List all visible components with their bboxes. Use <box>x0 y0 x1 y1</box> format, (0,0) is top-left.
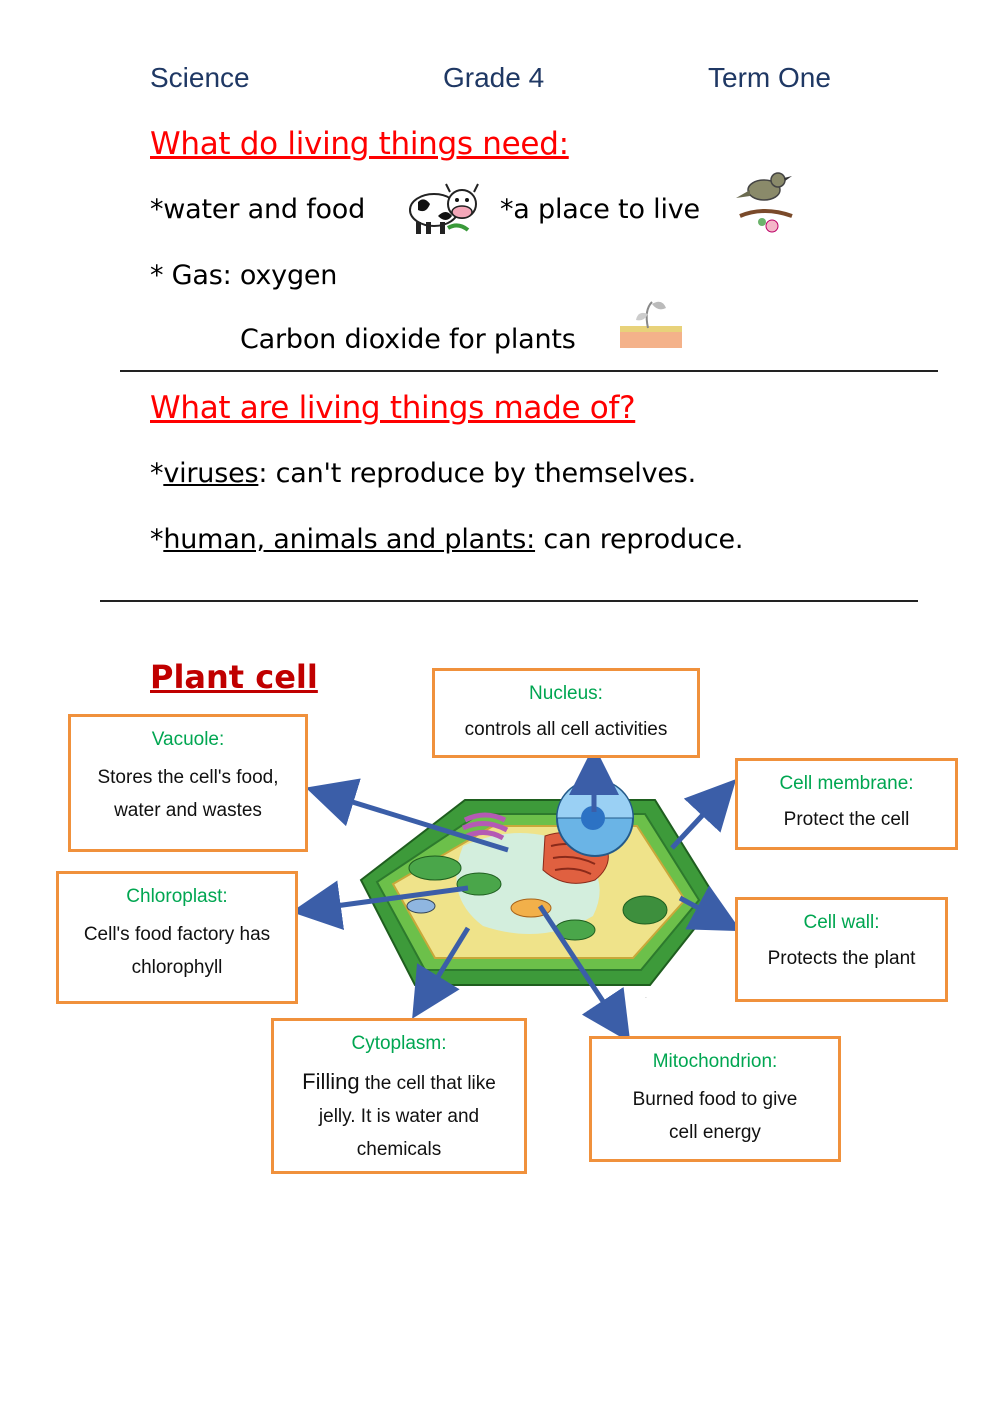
cell-membrane-box <box>735 758 958 850</box>
cell-membrane-desc: Protect the cell <box>783 809 910 830</box>
hap-term: human, animals and plants: <box>163 524 536 555</box>
gas-oxygen: * Gas: oxygen <box>150 260 338 291</box>
cell-wall-box <box>735 897 948 1002</box>
need-place-to-live: *a place to live <box>500 194 700 225</box>
carbon-dioxide: Carbon dioxide for plants <box>240 324 576 355</box>
chloroplast-title: Chloroplast: <box>126 886 228 907</box>
chloroplast-desc <box>59 918 295 984</box>
mitochondrion-desc-1: Burned food to give <box>632 1089 798 1110</box>
need-water-food: *water and food <box>150 194 366 225</box>
vacuole-desc-1: Stores the cell's food, <box>97 767 279 788</box>
cytoplasm-desc <box>274 1065 524 1166</box>
mitochondrion-title: Mitochondrion: <box>652 1051 778 1072</box>
viruses-desc: : can't reproduce by themselves. <box>258 458 697 489</box>
hap-desc: can reproduce. <box>535 524 744 555</box>
grade-label: Grade 4 <box>443 62 545 93</box>
cytoplasm-box <box>271 1018 527 1174</box>
cytoplasm-desc-1: the cell that like <box>359 1073 496 1094</box>
chloroplast-box <box>56 871 298 1004</box>
cytoplasm-title: Cytoplasm: <box>351 1033 447 1054</box>
plant-cell-title: Plant cell <box>150 658 318 696</box>
cell-wall-desc: Protects the plant <box>767 948 916 969</box>
term-label: Term One <box>708 62 831 93</box>
cell-wall-title: Cell wall: <box>803 912 880 933</box>
vacuole-desc-2: water and wastes <box>114 800 262 821</box>
mitochondrion-box <box>589 1036 841 1162</box>
question-made-of: What are living things made of? <box>150 390 636 426</box>
chloroplast-desc-1: Cell's food factory has <box>83 924 271 945</box>
viruses-line: *viruses: can't reproduce by themselves. <box>150 458 697 489</box>
cytoplasm-desc-2: jelly. It is water and <box>318 1106 480 1127</box>
mitochondrion-desc <box>592 1083 838 1149</box>
mitochondrion-desc-2: cell energy <box>669 1122 761 1143</box>
cytoplasm-desc-3: chemicals <box>356 1139 442 1160</box>
cytoplasm-desc-big: Filling <box>302 1069 360 1094</box>
chloroplast-desc-2: chlorophyll <box>131 957 223 978</box>
cell-membrane-title: Cell membrane: <box>779 773 914 794</box>
vacuole-box <box>68 714 308 852</box>
nucleus-box <box>432 668 700 758</box>
vacuole-title: Vacuole: <box>151 729 225 750</box>
svg-text:·: · <box>645 995 647 1002</box>
subject-label: Science <box>150 62 250 93</box>
vacuole-desc <box>71 761 305 827</box>
hap-line: *human, animals and plants: can reproduce. <box>150 524 744 555</box>
nucleus-desc: controls all cell activities <box>464 719 668 740</box>
viruses-term: viruses <box>163 458 259 489</box>
question-needs: What do living things need: <box>150 126 569 162</box>
nucleus-title: Nucleus: <box>529 683 603 704</box>
